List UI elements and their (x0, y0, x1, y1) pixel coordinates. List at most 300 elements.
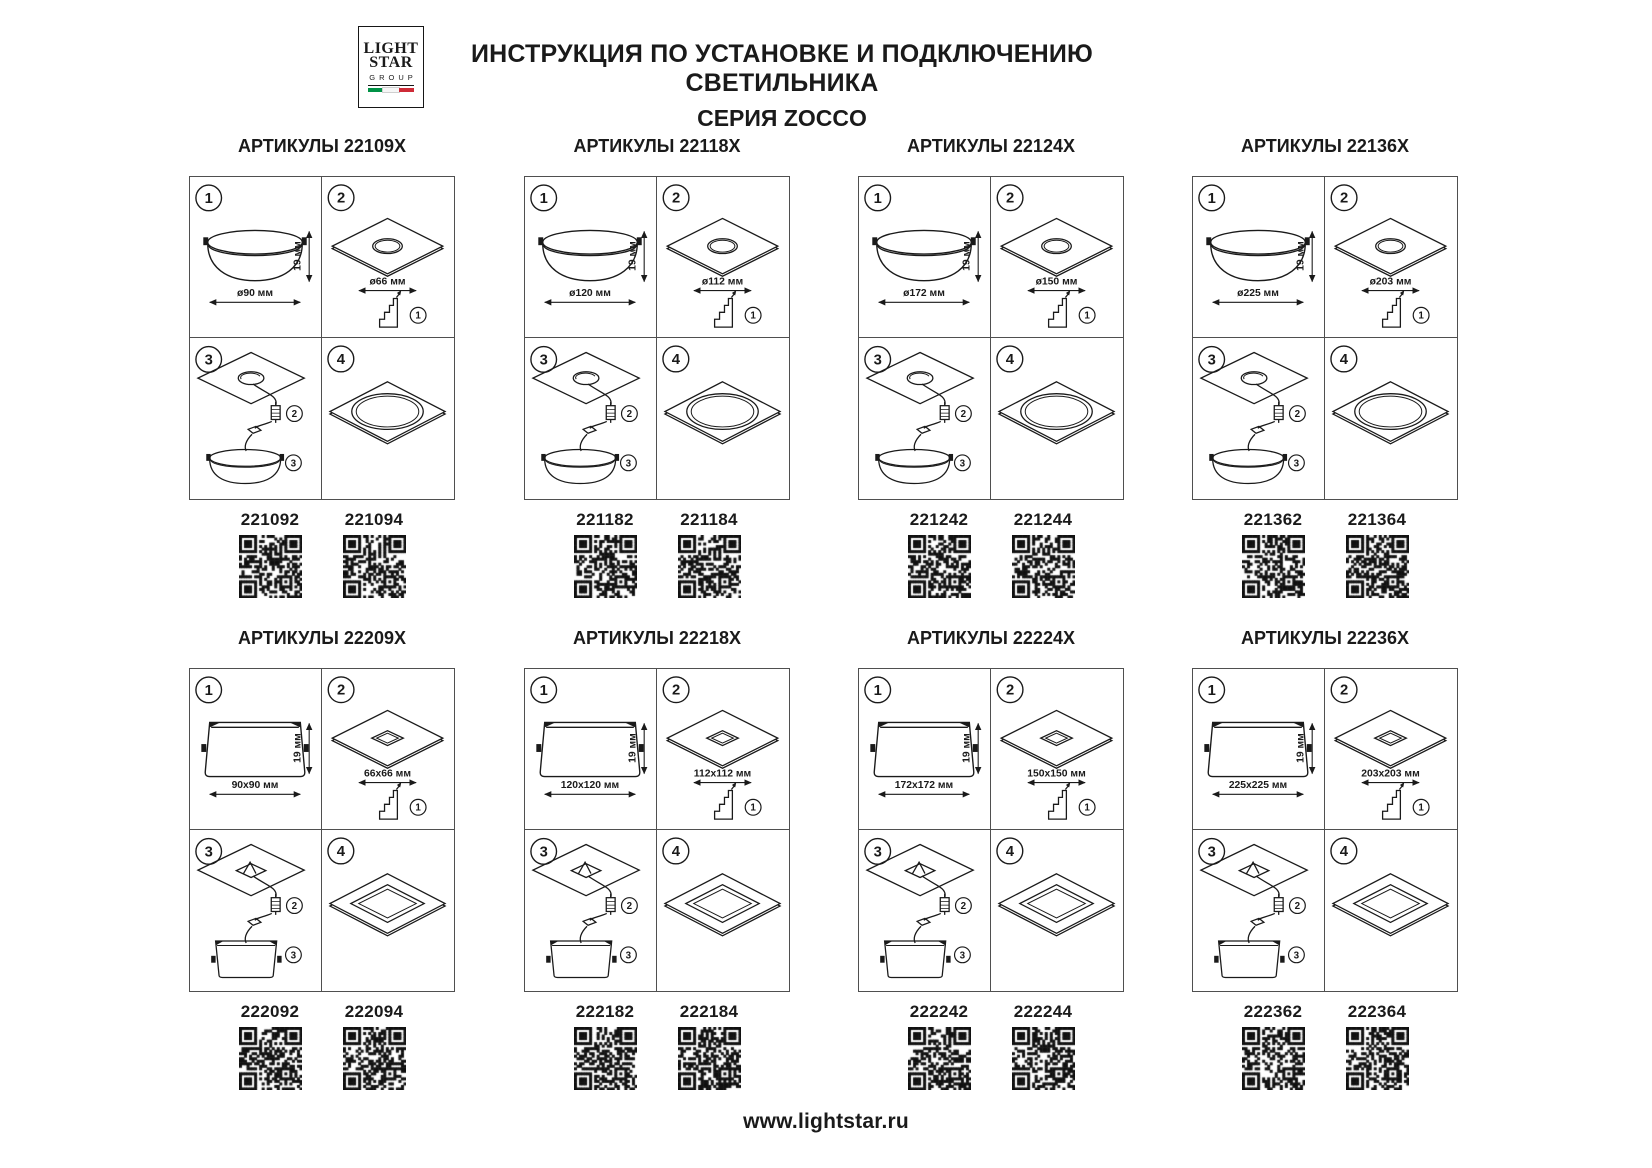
installation-steps-grid (524, 668, 790, 992)
qr-code (678, 535, 741, 598)
callout-cut (1079, 307, 1095, 323)
step-number-badge (328, 185, 354, 211)
cut-steps-icon (1383, 782, 1405, 819)
height-label: 19 мм (627, 241, 639, 271)
step-cell-1 (1193, 669, 1325, 830)
svg-text:3: 3 (959, 458, 966, 470)
step-cell-1 (859, 669, 991, 830)
ceiling-round-cutout-icon (1335, 218, 1446, 276)
step-cell-2 (657, 669, 789, 830)
callout-cut (1413, 307, 1429, 323)
article-number: 222184 (679, 1002, 739, 1021)
svg-text:3: 3 (204, 844, 213, 861)
article-number: 222092 (240, 1002, 300, 1021)
svg-text:1: 1 (415, 310, 421, 322)
step1-dimensions-diagram (859, 177, 990, 337)
step4-installed-diagram (991, 338, 1123, 499)
body-size-label: ø90 мм (237, 287, 273, 299)
qr-code (239, 1027, 302, 1090)
step-number-badge (865, 677, 891, 703)
cutout-size-label: ø150 мм (1035, 276, 1078, 288)
step3-wiring-diagram (859, 830, 990, 991)
article-number: 221092 (240, 510, 300, 529)
height-label: 19 мм (292, 241, 304, 271)
round-fixture-side-icon (1206, 230, 1309, 280)
step-cell-4 (991, 830, 1123, 991)
body-size-label: 172x172 мм (894, 779, 954, 791)
callout-fixture (621, 455, 637, 471)
cut-steps-icon (715, 290, 737, 327)
step-number-badge (196, 185, 222, 211)
qr-code (1346, 535, 1409, 598)
logo-text-light: LIGHT (363, 40, 419, 57)
callout-cut (1079, 799, 1095, 815)
callout-connector (287, 898, 303, 914)
qr-code (1012, 1027, 1075, 1090)
step1-dimensions-diagram (190, 669, 321, 829)
svg-text:2: 2 (671, 682, 681, 699)
step-cell-4 (322, 830, 454, 991)
step-cell-4 (322, 338, 454, 499)
body-size-label: ø120 мм (569, 287, 611, 299)
step2-cutout-diagram (322, 669, 454, 829)
body-size-label: 90x90 мм (231, 779, 279, 791)
step-number-badge (1331, 838, 1357, 864)
step-number-badge (997, 677, 1023, 703)
step-cell-2 (991, 669, 1123, 830)
svg-text:3: 3 (539, 352, 548, 369)
callout-connector (287, 406, 303, 422)
article-block (324, 1002, 424, 1090)
article-panel (524, 130, 790, 602)
svg-text:4: 4 (1339, 351, 1348, 368)
step-number-badge (1199, 677, 1225, 703)
svg-text:3: 3 (959, 950, 966, 962)
step2-cutout-diagram (991, 669, 1123, 829)
svg-text:3: 3 (625, 458, 632, 470)
height-label: 19 мм (1295, 733, 1307, 763)
svg-text:3: 3 (873, 844, 882, 861)
svg-text:4: 4 (1005, 843, 1014, 860)
footer-url: www.lightstar.ru (743, 1110, 909, 1133)
step3-wiring-diagram (525, 830, 656, 991)
svg-text:2: 2 (960, 901, 967, 913)
step-cell-4 (657, 338, 789, 499)
article-codes (1192, 1002, 1458, 1090)
qr-code (1242, 1027, 1305, 1090)
step4-installed-diagram (1325, 830, 1457, 991)
cutout-size-label: ø203 мм (1369, 276, 1412, 288)
cutout-size-label: 203x203 мм (1361, 768, 1420, 780)
installation-steps-grid (189, 668, 455, 992)
article-panel (1192, 622, 1458, 1094)
height-label: 19 мм (1295, 241, 1307, 271)
step4-installed-diagram (657, 338, 789, 499)
article-codes (858, 1002, 1124, 1090)
article-block (555, 1002, 655, 1090)
article-block (1223, 1002, 1323, 1090)
step1-dimensions-diagram (190, 177, 321, 337)
qr-code (1012, 535, 1075, 598)
panel-title: АРТИКУЛЫ 22209X (238, 628, 406, 648)
cutout-size-label: 66x66 мм (363, 768, 412, 780)
body-size-label: ø225 мм (1237, 287, 1279, 299)
svg-text:1: 1 (750, 802, 756, 814)
svg-text:1: 1 (539, 190, 548, 207)
step-cell-1 (525, 177, 657, 338)
article-number: 221244 (1013, 510, 1073, 529)
callout-connector (956, 406, 972, 422)
callout-cut (1413, 799, 1429, 815)
step-cell-3 (525, 338, 657, 499)
ceiling-round-cutout-icon (1001, 218, 1112, 276)
ceiling-round-cutout-icon (667, 218, 778, 276)
article-codes (189, 1002, 455, 1090)
logo-divider (368, 85, 414, 86)
step-cell-3 (859, 338, 991, 499)
callout-cut (410, 799, 426, 815)
svg-text:4: 4 (1339, 843, 1348, 860)
square-installed-icon (1333, 874, 1448, 936)
cut-steps-icon (1049, 290, 1071, 327)
svg-text:1: 1 (1084, 802, 1090, 814)
article-block (220, 510, 320, 598)
installation-steps-grid (1192, 176, 1458, 500)
svg-text:1: 1 (1418, 802, 1424, 814)
height-label: 19 мм (292, 733, 304, 763)
ceiling-square-cutout-icon (332, 710, 443, 768)
article-number: 222242 (909, 1002, 969, 1021)
installation-steps-grid (858, 668, 1124, 992)
article-block (220, 1002, 320, 1090)
callout-fixture (286, 947, 302, 963)
article-number: 221362 (1243, 510, 1303, 529)
article-number: 222182 (575, 1002, 635, 1021)
svg-text:3: 3 (1293, 950, 1300, 962)
article-block (659, 1002, 759, 1090)
round-installed-icon (665, 382, 780, 444)
step-number-badge (997, 185, 1023, 211)
svg-text:3: 3 (1207, 844, 1216, 861)
svg-text:2: 2 (626, 901, 633, 913)
step-number-badge (328, 677, 354, 703)
body-size-label: 120x120 мм (560, 779, 620, 791)
article-block (659, 510, 759, 598)
svg-text:1: 1 (873, 682, 882, 699)
article-number: 221242 (909, 510, 969, 529)
article-number: 222364 (1347, 1002, 1407, 1021)
page-title-line2: СЕРИЯ ZOCCO (697, 105, 867, 131)
svg-text:3: 3 (625, 950, 632, 962)
step-cell-1 (1193, 177, 1325, 338)
step1-dimensions-diagram (525, 669, 656, 829)
callout-cut (745, 307, 761, 323)
qr-code (678, 1027, 741, 1090)
svg-text:4: 4 (671, 351, 680, 368)
step-number-badge (865, 185, 891, 211)
step1-dimensions-diagram (1193, 669, 1324, 829)
svg-text:2: 2 (671, 190, 681, 207)
step-cell-2 (991, 177, 1123, 338)
step-cell-1 (859, 177, 991, 338)
svg-text:1: 1 (204, 682, 213, 699)
round-installed-icon (999, 382, 1114, 444)
step2-cutout-diagram (1325, 669, 1457, 829)
panel-title: АРТИКУЛЫ 22118X (573, 136, 741, 156)
body-size-label: 225x225 мм (1228, 779, 1288, 791)
step-cell-3 (1193, 830, 1325, 991)
callout-connector (622, 406, 638, 422)
article-codes (189, 510, 455, 598)
cut-steps-icon (380, 782, 402, 819)
article-panel (858, 130, 1124, 602)
step3-wiring-diagram (525, 338, 656, 499)
callout-connector (956, 898, 972, 914)
svg-text:3: 3 (873, 352, 882, 369)
height-label: 19 мм (961, 733, 973, 763)
installation-steps-grid (189, 176, 455, 500)
logo-text-star: STAR (369, 54, 413, 71)
step2-cutout-diagram (1325, 177, 1457, 337)
callout-fixture (286, 455, 302, 471)
svg-text:2: 2 (1005, 190, 1015, 207)
round-installed-icon (1333, 382, 1448, 444)
qr-code (343, 535, 406, 598)
body-size-label: ø172 мм (903, 287, 945, 299)
step-cell-4 (991, 338, 1123, 499)
step-cell-3 (859, 830, 991, 991)
step3-wiring-diagram (1193, 830, 1324, 991)
step-number-badge (663, 677, 689, 703)
step-number-badge (1199, 185, 1225, 211)
qr-code (908, 1027, 971, 1090)
callout-fixture (1289, 947, 1305, 963)
article-block (889, 1002, 989, 1090)
step-cell-2 (1325, 177, 1457, 338)
callout-fixture (955, 947, 971, 963)
step-cell-1 (525, 669, 657, 830)
step3-wiring-diagram (859, 338, 990, 499)
article-number: 222244 (1013, 1002, 1073, 1021)
cut-steps-icon (1383, 290, 1405, 327)
step-number-badge (1331, 346, 1357, 372)
height-label: 19 мм (627, 733, 639, 763)
qr-code (343, 1027, 406, 1090)
step-cell-4 (1325, 830, 1457, 991)
callout-connector (622, 898, 638, 914)
step-cell-2 (1325, 669, 1457, 830)
svg-text:1: 1 (1418, 310, 1424, 322)
installation-steps-grid (524, 176, 790, 500)
cut-steps-icon (715, 782, 737, 819)
step-number-badge (196, 677, 222, 703)
article-block (993, 1002, 1093, 1090)
svg-text:4: 4 (336, 351, 345, 368)
panel-title: АРТИКУЛЫ 22218X (573, 628, 741, 648)
step-number-badge (997, 346, 1023, 372)
article-number: 221364 (1347, 510, 1407, 529)
svg-text:4: 4 (1005, 351, 1014, 368)
callout-fixture (1289, 455, 1305, 471)
svg-text:2: 2 (1294, 901, 1301, 913)
svg-text:3: 3 (290, 950, 297, 962)
square-installed-icon (665, 874, 780, 936)
article-block (889, 510, 989, 598)
round-fixture-side-icon (538, 230, 641, 280)
callout-connector (1290, 898, 1306, 914)
step2-cutout-diagram (657, 177, 789, 337)
article-panel (524, 622, 790, 1094)
ceiling-square-cutout-icon (667, 710, 778, 768)
step-cell-1 (190, 669, 322, 830)
step-cell-3 (525, 830, 657, 991)
article-block (1327, 510, 1427, 598)
square-installed-icon (330, 874, 445, 936)
step-cell-1 (190, 177, 322, 338)
ceiling-round-cutout-icon (332, 218, 443, 276)
svg-text:1: 1 (1207, 682, 1216, 699)
step4-installed-diagram (1325, 338, 1457, 499)
step-number-badge (997, 838, 1023, 864)
step4-installed-diagram (322, 338, 454, 499)
article-number: 222094 (344, 1002, 404, 1021)
qr-code (1242, 535, 1305, 598)
svg-text:3: 3 (204, 352, 213, 369)
step-cell-3 (1193, 338, 1325, 499)
step1-dimensions-diagram (859, 669, 990, 829)
article-panel (189, 622, 455, 1094)
step-cell-3 (190, 830, 322, 991)
step-number-badge (531, 677, 557, 703)
logo-text-group: GROUP (369, 73, 417, 82)
cutout-size-label: ø112 мм (701, 276, 744, 288)
installation-steps-grid (858, 176, 1124, 500)
panel-title: АРТИКУЛЫ 22236X (1241, 628, 1409, 648)
svg-text:2: 2 (1294, 409, 1301, 421)
panel-title: АРТИКУЛЫ 22136X (1241, 136, 1409, 156)
panel-title: АРТИКУЛЫ 22109X (238, 136, 406, 156)
step-number-badge (328, 346, 354, 372)
svg-text:1: 1 (1084, 310, 1090, 322)
article-block (1223, 510, 1323, 598)
article-codes (524, 1002, 790, 1090)
svg-text:3: 3 (290, 458, 297, 470)
step-cell-4 (657, 830, 789, 991)
step2-cutout-diagram (991, 177, 1123, 337)
step-cell-3 (190, 338, 322, 499)
article-block (993, 510, 1093, 598)
article-number: 221184 (680, 510, 738, 529)
step-number-badge (328, 838, 354, 864)
article-block (555, 510, 655, 598)
page-title (426, 40, 1138, 132)
svg-text:1: 1 (873, 190, 882, 207)
panel-title: АРТИКУЛЫ 22224X (907, 628, 1075, 648)
round-fixture-side-icon (872, 230, 975, 280)
svg-text:3: 3 (539, 844, 548, 861)
svg-text:2: 2 (1339, 682, 1349, 699)
step4-installed-diagram (322, 830, 454, 991)
qr-code (1346, 1027, 1409, 1090)
article-number: 222362 (1243, 1002, 1303, 1021)
svg-text:2: 2 (1339, 190, 1349, 207)
article-codes (524, 510, 790, 598)
svg-text:2: 2 (960, 409, 967, 421)
step3-wiring-diagram (1193, 338, 1324, 499)
article-block (1327, 1002, 1427, 1090)
callout-connector (1290, 406, 1306, 422)
step4-installed-diagram (991, 830, 1123, 991)
page-title-line1: ИНСТРУКЦИЯ ПО УСТАНОВКЕ И ПОДКЛЮЧЕНИЮ СВЕТИЛЬНИКА (470, 40, 1094, 97)
cutout-size-label: ø66 мм (369, 276, 406, 288)
lightstar-logo (358, 26, 424, 108)
svg-text:1: 1 (415, 802, 421, 814)
height-label: 19 мм (961, 241, 973, 271)
callout-cut (410, 307, 426, 323)
step-number-badge (1331, 185, 1357, 211)
step2-cutout-diagram (322, 177, 454, 337)
qr-code (908, 535, 971, 598)
svg-text:1: 1 (1207, 190, 1216, 207)
qr-code (574, 1027, 637, 1090)
svg-text:2: 2 (1005, 682, 1015, 699)
svg-text:1: 1 (204, 190, 213, 207)
callout-cut (745, 799, 761, 815)
square-installed-icon (999, 874, 1114, 936)
step1-dimensions-diagram (1193, 177, 1324, 337)
step-cell-2 (657, 177, 789, 338)
article-codes (858, 510, 1124, 598)
callout-fixture (955, 455, 971, 471)
step-cell-2 (322, 177, 454, 338)
svg-text:4: 4 (336, 843, 345, 860)
step3-wiring-diagram (190, 830, 321, 991)
svg-text:1: 1 (750, 310, 756, 322)
svg-text:2: 2 (291, 901, 298, 913)
article-number: 221182 (576, 510, 634, 529)
callout-fixture (621, 947, 637, 963)
svg-text:4: 4 (671, 843, 680, 860)
svg-text:2: 2 (336, 682, 346, 699)
article-number: 221094 (344, 510, 404, 529)
step4-installed-diagram (657, 830, 789, 991)
cutout-size-label: 150x150 мм (1027, 768, 1086, 780)
qr-code (574, 535, 637, 598)
step-cell-4 (1325, 338, 1457, 499)
svg-text:3: 3 (1293, 458, 1300, 470)
article-panel (858, 622, 1124, 1094)
step-number-badge (663, 185, 689, 211)
svg-text:1: 1 (539, 682, 548, 699)
ceiling-square-cutout-icon (1001, 710, 1112, 768)
round-fixture-side-icon (203, 230, 306, 280)
step-cell-2 (322, 669, 454, 830)
article-panel (189, 130, 455, 602)
cut-steps-icon (1049, 782, 1071, 819)
article-block (324, 510, 424, 598)
round-installed-icon (330, 382, 445, 444)
panel-title: АРТИКУЛЫ 22124X (907, 136, 1075, 156)
step1-dimensions-diagram (525, 177, 656, 337)
cutout-size-label: 112x112 мм (693, 768, 752, 780)
svg-text:2: 2 (291, 409, 298, 421)
step-number-badge (1331, 677, 1357, 703)
step-number-badge (531, 185, 557, 211)
svg-text:2: 2 (626, 409, 633, 421)
qr-code (239, 535, 302, 598)
article-codes (1192, 510, 1458, 598)
svg-text:2: 2 (336, 190, 346, 207)
